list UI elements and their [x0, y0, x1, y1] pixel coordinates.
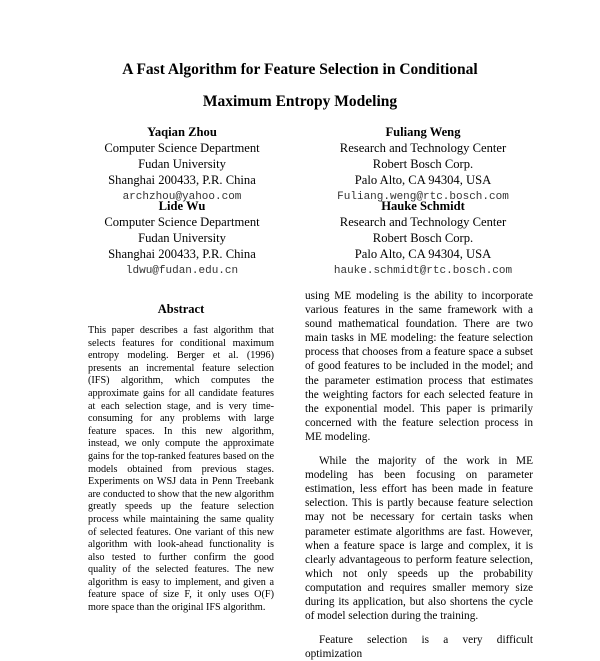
author-email[interactable]: ldwu@fudan.edu.cn — [125, 265, 239, 277]
body-column — [305, 289, 533, 661]
author-email[interactable]: archzhou@yahoo.com — [122, 191, 242, 203]
author-address: Palo Alto, CA 94304, USA — [354, 247, 492, 261]
author-affiliation: Computer Science Department — [104, 141, 260, 155]
author-email[interactable]: hauke.schmidt@rtc.bosch.com — [333, 265, 513, 277]
author-affiliation: Computer Science Department — [104, 215, 260, 229]
paper-title-line-1: A Fast Algorithm for Feature Selection in Conditional — [122, 61, 478, 78]
abstract-heading: Abstract — [157, 302, 205, 316]
author-name: Hauke Schmidt — [381, 199, 465, 213]
author-affiliation: Robert Bosch Corp. — [372, 231, 474, 245]
body-paragraph: using ME modeling is the ability to incorporate various features in the same framework with a sound mathematical foundation. There are two main tasks in ME modeling: the feature selection process that chooses from a feature space a subset of good features to be included in the model; and the parameter estimation process that estimates the weighting factors for each selected feature in the exponential model. This paper is primarily concerned with the feature selection process in ME modeling. — [305, 290, 533, 443]
author-email[interactable]: Fuliang.weng@rtc.bosch.com — [337, 191, 509, 203]
author-affiliation: Robert Bosch Corp. — [372, 157, 474, 171]
abstract-paragraph: This paper describes a fast algorithm that selects features for conditional maximum entropy modeling. Berger et al. (1996) presents an incremental feature selection (IFS) algorithm, which computes the approximate gains for all candidate features at each selection stage, and is very time-consuming for any problems with large feature spaces. In this new algorithm, instead, we only compute the approximate gains for the top-ranked features based on the models obtained from previous stages. Experiments on WSJ data in Penn Treebank are conducted to show that the new algorithm greatly speeds up the feature selection process while maintaining the same quality of selected features. One variant of this new algorithm with look-ahead functionality is also tested to further confirm the good quality of the selected features. The new algorithm is easy to implement, and given a feature space of size F, it only uses O(F) more space than the original IFS algorithm. — [88, 325, 274, 614]
author-block-schmidt — [293, 198, 553, 279]
author-name: Lide Wu — [158, 199, 206, 213]
author-block-weng — [293, 124, 553, 205]
author-address: Shanghai 200433, P.R. China — [108, 173, 256, 187]
author-affiliation: Fudan University — [138, 157, 226, 171]
author-affiliation: Research and Technology Center — [339, 141, 507, 155]
author-address: Palo Alto, CA 94304, USA — [354, 173, 492, 187]
paper-title-line-2: Maximum Entropy Modeling — [202, 93, 398, 110]
author-block-zhou — [52, 124, 312, 205]
author-affiliation: Fudan University — [138, 231, 226, 245]
body-paragraph: While the majority of the work in ME modeling has been focusing on parameter estimation, less effort has been made in feature selection. This is partly because feature selection may not be necessary for certain tasks when parameter estimate algorithms are fast. However, when a feature space is large and complex, it is clearly advantageous to perform feature selection, which not only speeds up the probability computation and requires smaller memory size during its application, but also shortens the cycle of model selection during the training. — [305, 455, 533, 623]
author-name: Fuliang Weng — [385, 125, 461, 139]
author-address: Shanghai 200433, P.R. China — [108, 247, 256, 261]
body-paragraph: Feature selection is a very difficult optimization — [305, 634, 533, 661]
abstract-column — [88, 325, 274, 615]
author-block-wu — [52, 198, 312, 279]
author-name: Yaqian Zhou — [147, 125, 217, 139]
author-affiliation: Research and Technology Center — [339, 215, 507, 229]
